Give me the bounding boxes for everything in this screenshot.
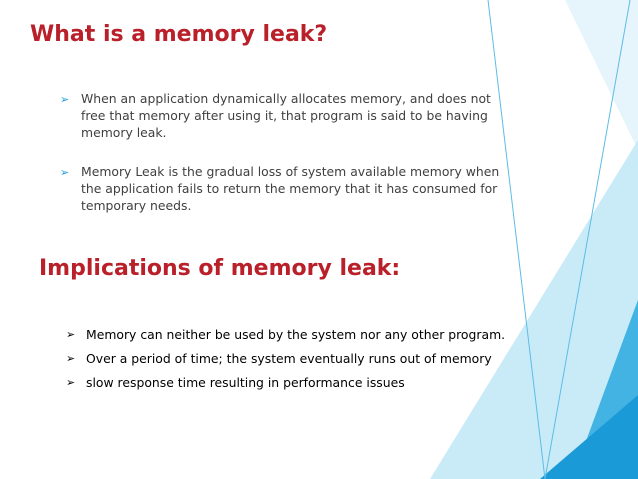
implication-text: slow response time resulting in performance issues — [86, 375, 405, 390]
list-item — [60, 90, 505, 141]
deco-top-triangle — [565, 0, 638, 150]
list-item — [66, 371, 606, 395]
arrow-bullet-icon: ➢ — [60, 166, 70, 179]
section-heading: Implications of memory leak: — [39, 256, 401, 281]
implications-list — [66, 323, 606, 395]
arrow-bullet-icon: ➢ — [66, 352, 76, 365]
list-item — [60, 163, 505, 214]
arrow-bullet-icon: ➢ — [66, 376, 76, 389]
slide-title: What is a memory leak? — [30, 22, 328, 47]
implication-text: Memory can neither be used by the system nor any other program. — [86, 327, 506, 342]
implication-text: Over a period of time; the system eventually runs out of memory — [86, 351, 492, 366]
list-item — [66, 323, 606, 347]
list-item — [66, 347, 606, 371]
bullet-text: Memory Leak is the gradual loss of system available memory when the application fails to return the memory that it has consumed for temporary needs. — [81, 164, 500, 213]
arrow-bullet-icon: ➢ — [66, 328, 76, 341]
bullet-text: When an application dynamically allocates memory, and does not free that memory after using it, that program is said to be having memory leak. — [81, 91, 491, 140]
arrow-bullet-icon: ➢ — [60, 93, 70, 106]
definition-bullet-list — [60, 90, 505, 236]
